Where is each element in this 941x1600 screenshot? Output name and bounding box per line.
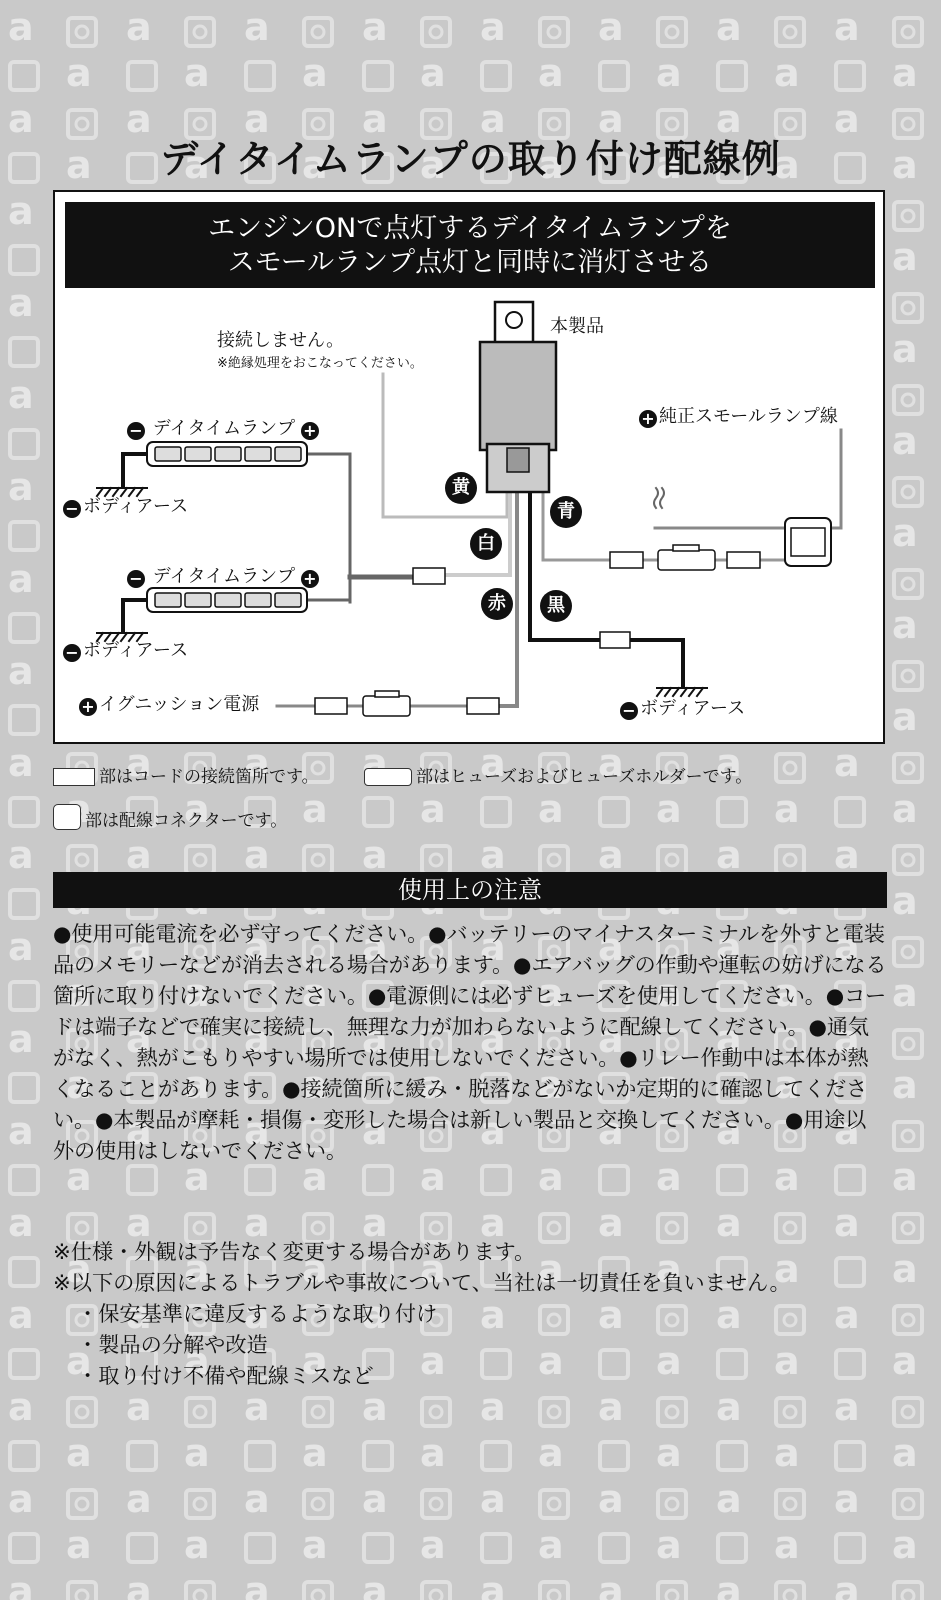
fuse-holder-cap <box>375 691 399 697</box>
spec-notes <box>53 1236 791 1391</box>
lamp-1-label: − デイタイムランプ + <box>127 414 321 440</box>
not-connected-label: 接続しません。 <box>217 330 345 351</box>
ignition-label: + イグニッション電源 <box>79 690 259 716</box>
wiring-diagram-panel <box>53 190 885 744</box>
wire-black-2 <box>630 640 683 687</box>
connector-swatch <box>53 804 81 830</box>
wire-small-lamp-2 <box>830 430 841 528</box>
page-title: デイタイムランプの取り付け配線例 <box>160 137 781 181</box>
minus-icon: − <box>127 570 145 588</box>
connection-point <box>727 552 760 568</box>
connection-point <box>467 698 499 714</box>
wire-color-red-badge: 赤 <box>481 588 513 620</box>
lamp-2-label: − デイタイムランプ + <box>127 562 321 588</box>
relay-tab-hole <box>506 312 522 328</box>
product-label: 本製品 <box>550 316 604 337</box>
spec-line-2: ※以下の原因によるトラブルや事故について、当社は一切責任を負いません。 <box>53 1270 791 1295</box>
wave-icon <box>654 488 664 508</box>
spec-item: ・取り付け不備や配線ミスなど <box>77 1363 374 1388</box>
plus-icon: + <box>301 422 319 440</box>
connection-point <box>413 568 445 584</box>
wire-color-blue-badge: 青 <box>550 496 582 528</box>
wire-color-yellow-badge: 黄 <box>445 472 477 504</box>
lamp2-ground-wire <box>123 600 148 632</box>
relay-connector-inner <box>507 448 529 472</box>
wire-color-white-badge: 白 <box>470 528 502 560</box>
wiring-connector-inner <box>791 528 825 556</box>
minus-icon: − <box>63 500 81 518</box>
lamp1-ground-wire <box>123 454 148 487</box>
banner-line-1: エンジンONで点灯するデイタイムランプを <box>208 213 732 244</box>
body-earth-label-2: − ボディアース <box>63 636 188 662</box>
small-lamp-wire-label: + 純正スモールランプ線 <box>639 402 838 428</box>
legend-fuse: 部はヒューズおよびヒューズホルダーです。 <box>364 762 752 787</box>
connection-point <box>600 632 630 648</box>
connection-swatch <box>53 768 95 786</box>
fuse-holder-cap <box>673 545 699 551</box>
plus-icon: + <box>79 698 97 716</box>
fuse-holder <box>363 696 410 716</box>
plus-icon: + <box>639 410 657 428</box>
notes-body: ●使用可能電流を必ず守ってください。●バッテリーのマイナスターミナルを外すと電装品のメモリーなどが消去される場合があります。●エアバッグの作動や運転の妨げになる箇所に取り付けないでください。●電源側には必ずヒューズを使用してください。●コードは端子などで確実に接続し、無理な力が加わらないように配線してください。●通気がなく、熱がこもりやすい場所では使用しないでください。●リレー作動中は本体が熱くなることがあります。●接続箇所に緩み・脱落などがないか定期的に確認してください。●本製品が摩耗・損傷・変形した場合は新しい製品と交換してください。●用途以外の使用はしないでください。 <box>53 921 887 1163</box>
fuse-holder <box>658 550 715 570</box>
minus-icon: − <box>63 644 81 662</box>
fuse-swatch <box>364 768 412 786</box>
spec-item: ・保安基準に違反するような取り付け <box>77 1301 438 1326</box>
lamp-2-cells <box>155 593 301 607</box>
spec-line-1: ※仕様・外観は予告なく変更する場合があります。 <box>53 1239 536 1264</box>
lamp-1-cells <box>155 447 301 461</box>
body-earth-label-1: − ボディアース <box>63 492 188 518</box>
banner-line-2: スモールランプ点灯と同時に消灯させる <box>227 247 713 278</box>
minus-icon: − <box>620 702 638 720</box>
notes-heading: 使用上の注意 <box>53 872 887 908</box>
relay-body <box>480 342 556 450</box>
minus-icon: − <box>127 422 145 440</box>
not-connected-note: ※絶縁処理をおこなってください。 <box>217 356 423 371</box>
body-earth-label-3: − ボディアース <box>620 694 745 720</box>
connection-point <box>315 698 347 714</box>
connection-point <box>610 552 643 568</box>
wire-color-black-badge: 黒 <box>540 590 572 622</box>
spec-item: ・製品の分解や改造 <box>77 1332 268 1357</box>
legend-connection: 部はコードの接続箇所です。 <box>53 762 319 787</box>
plus-icon: + <box>301 570 319 588</box>
legend-connector: 部は配線コネクターです。 <box>53 804 287 831</box>
